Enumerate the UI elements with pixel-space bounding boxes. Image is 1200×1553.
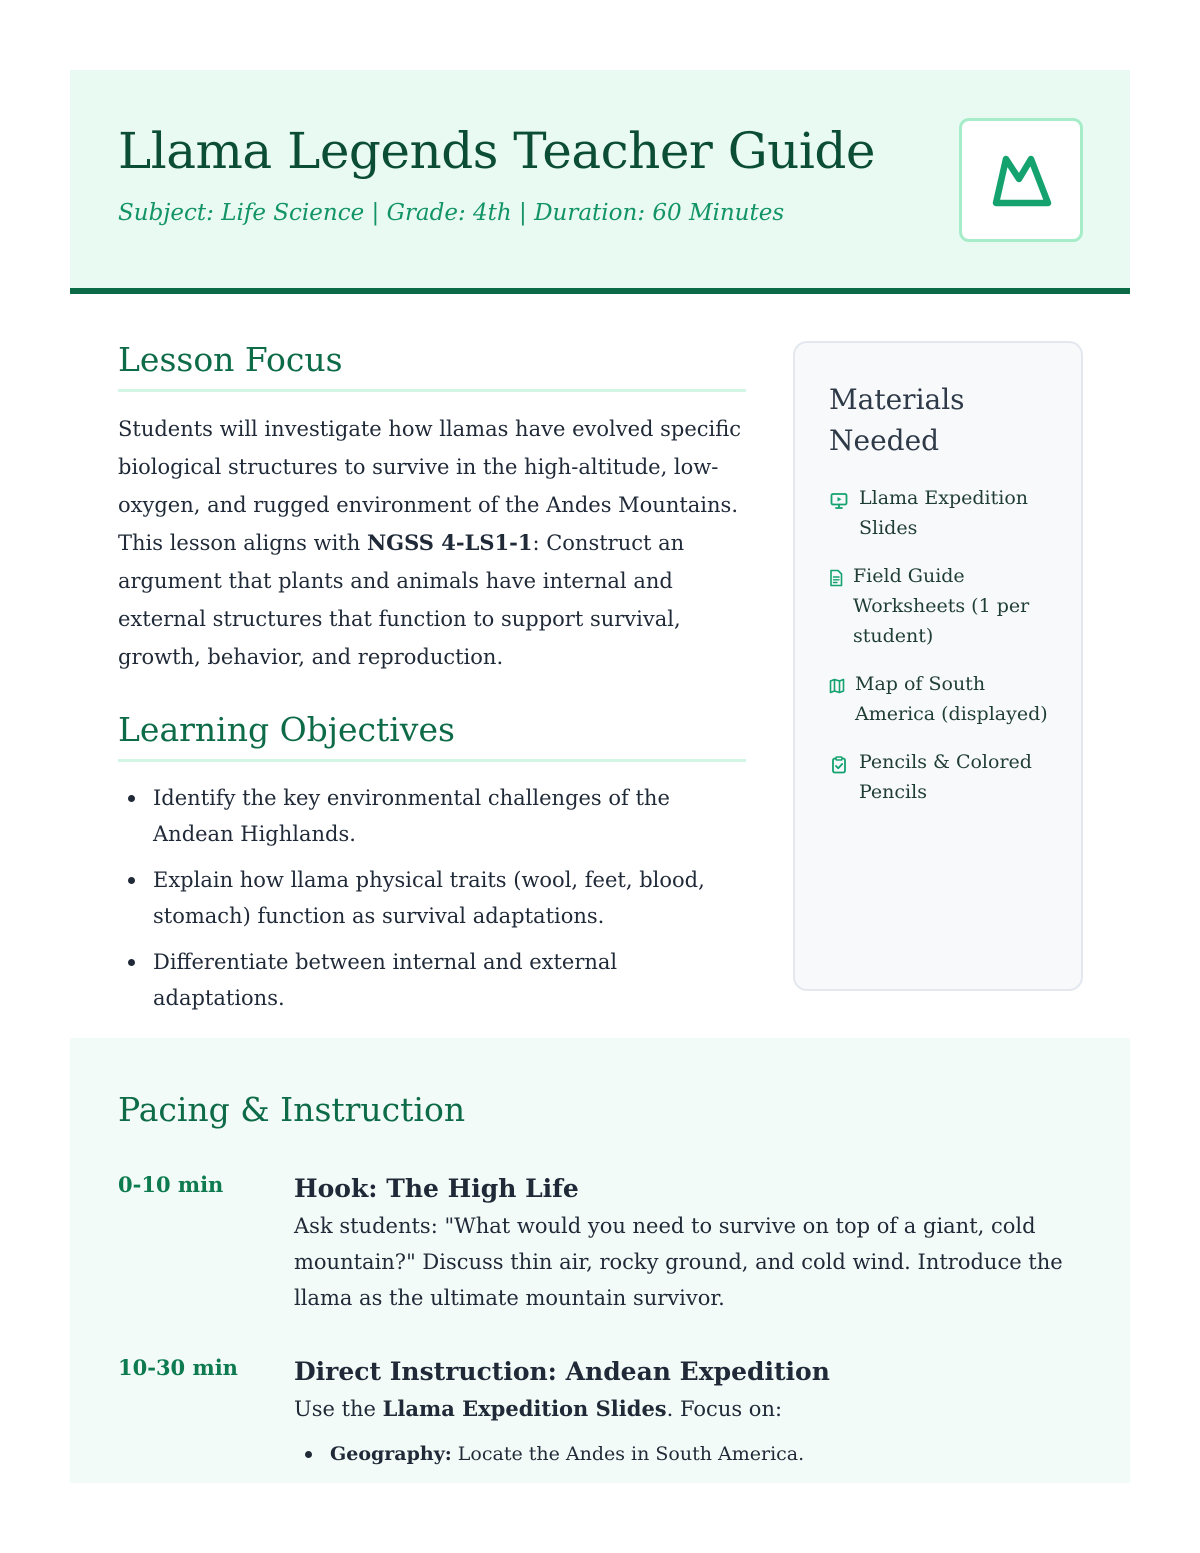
presentation-icon [829, 491, 849, 511]
map-icon [829, 677, 845, 695]
list-item: Explain how llama physical traits (wool, feet, blood, stomach) function as survival adaptations. [118, 862, 746, 934]
pacing-step-text: Ask students: "What would you need to survive on top of a giant, cold mountain?" Discuss thin air, rocky ground, and cold wind. Introduce the llama as the ultimate mountain survivor. [294, 1214, 1063, 1310]
objectives-list [118, 780, 746, 1016]
pacing-step-text: Use the Llama Expedition Slides. Focus on: [294, 1396, 783, 1421]
pacing-step-title: Direct Instruction: Andean Expedition [294, 1357, 830, 1386]
pacing-heading: Pacing & Instruction [118, 1090, 466, 1129]
page-subtitle: Subject: Life Science | Grade: 4th | Duration: 60 Minutes [118, 200, 785, 226]
list-item: Map of South America (displayed) [829, 669, 1051, 729]
pacing-focus-list [294, 1439, 1084, 1469]
main-column [118, 340, 746, 1026]
list-item: Pencils & Colored Pencils [829, 747, 1051, 807]
document-icon [829, 569, 843, 587]
pacing-time: 0-10 min [118, 1172, 224, 1197]
pacing-section [70, 1038, 1130, 1483]
list-item: Llama Expedition Slides [829, 483, 1051, 543]
lesson-focus-text: Students will investigate how llamas have evolved specific biological structures to survive in the high-altitude, low-oxygen, and rugged environment of the Andes Mountains. This lesson aligns with NGSS 4-LS1-1: Construct an argument that plants and animals have internal and external structures that function to support survival, growth, behavior, and reproduction. [118, 417, 742, 669]
list-item: Differentiate between internal and external adaptations. [118, 944, 746, 1016]
pacing-body [294, 1355, 1084, 1469]
list-item: Geography: Locate the Andes in South America. [294, 1439, 1084, 1469]
slides-reference: Llama Expedition Slides [382, 1396, 667, 1421]
header-banner [70, 70, 1130, 294]
pacing-body [294, 1172, 1084, 1316]
lesson-focus-heading: Lesson Focus [118, 340, 746, 392]
materials-card [793, 341, 1083, 991]
clipboard-check-icon [829, 755, 849, 775]
page-title: Llama Legends Teacher Guide [118, 122, 875, 180]
list-item: Identify the key environmental challenges of the Andean Highlands. [118, 780, 746, 852]
pacing-step-title: Hook: The High Life [294, 1174, 579, 1203]
list-item: Field Guide Worksheets (1 per student) [829, 561, 1051, 651]
logo-badge [959, 118, 1083, 242]
standard-code: NGSS 4-LS1-1 [366, 530, 533, 555]
materials-heading: Materials Needed [829, 383, 965, 457]
pacing-time: 10-30 min [118, 1355, 238, 1380]
mountain-icon [986, 145, 1056, 215]
learning-objectives-heading: Learning Objectives [118, 710, 746, 762]
